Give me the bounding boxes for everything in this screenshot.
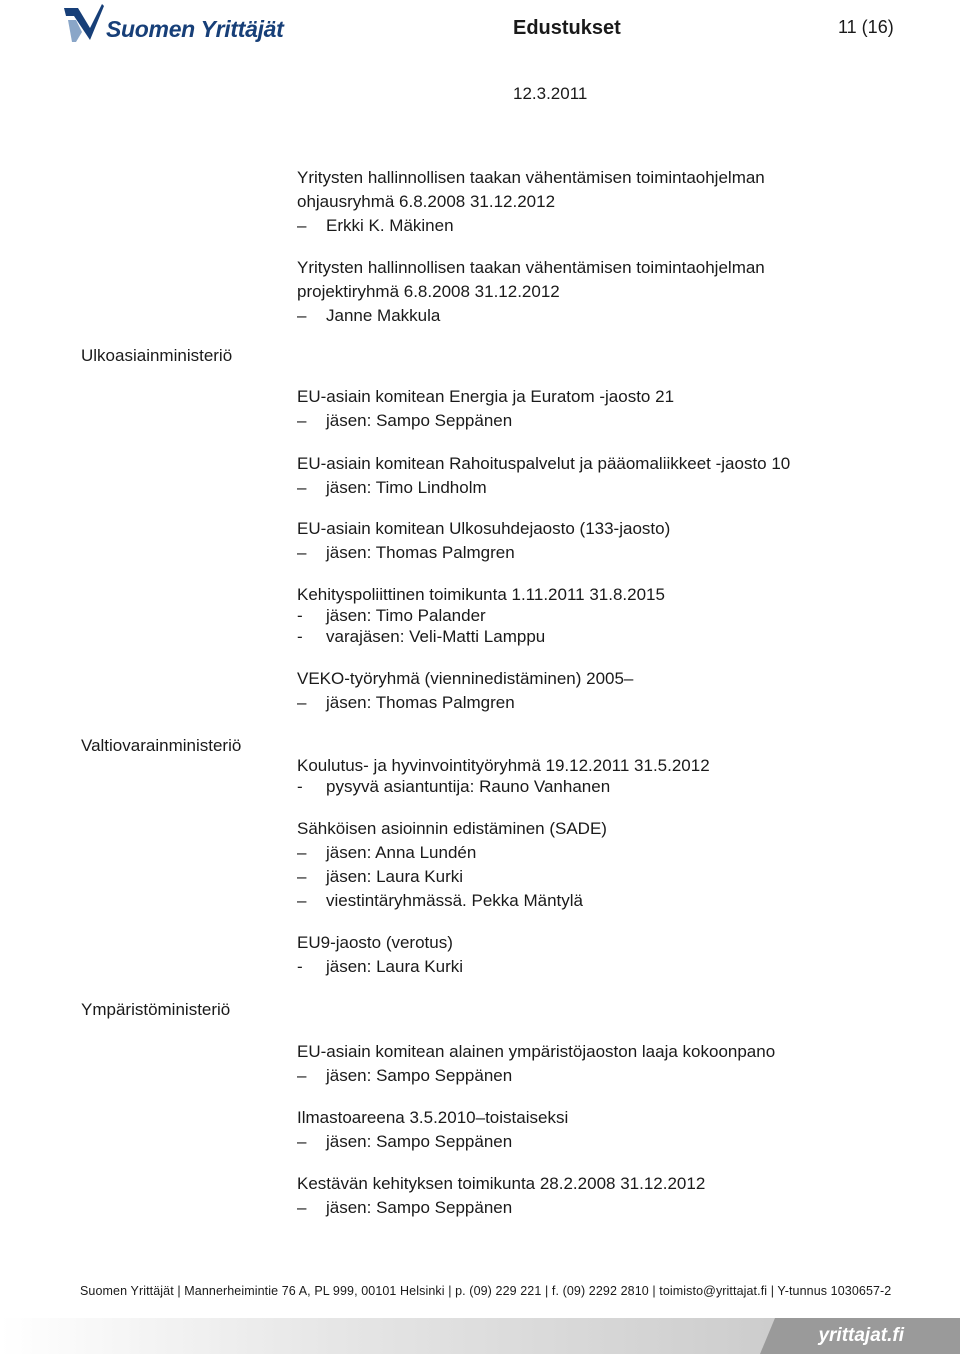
company-logo	[62, 2, 282, 44]
committee-entry	[297, 584, 917, 647]
entry-title: Kestävän kehityksen toimikunta 28.2.2008 31.12.2012	[297, 1174, 706, 1193]
bullet-marker: –	[297, 843, 307, 862]
committee-entry	[297, 166, 917, 238]
member-text: Erkki K. Mäkinen	[326, 216, 454, 235]
member-item	[297, 541, 917, 565]
entry-title: EU-asiain komitean Energia ja Euratom -jaosto 21	[297, 387, 675, 406]
bullet-marker: -	[297, 777, 303, 796]
entry-title: Yritysten hallinnollisen taakan vähentämisen toimintaohjelman	[297, 168, 765, 187]
logo-mark-icon	[62, 2, 106, 44]
member-item	[297, 865, 917, 889]
member-item	[297, 841, 917, 865]
committee-entry	[297, 931, 917, 979]
bullet-marker: -	[297, 606, 303, 625]
committee-entry	[297, 1172, 917, 1220]
member-text: viestintäryhmässä. Pekka Mäntylä	[326, 891, 583, 910]
entry-title: EU-asiain komitean Rahoituspalvelut ja pääomaliikkeet -jaosto 10	[297, 454, 791, 473]
member-text: jäsen: Anna Lundén	[326, 843, 477, 862]
member-text: jäsen: Timo Palander	[326, 606, 486, 625]
brand-bar-shape	[0, 1318, 960, 1354]
member-item	[297, 476, 917, 500]
committee-entry	[297, 817, 917, 913]
member-text: jäsen: Sampo Seppänen	[326, 411, 513, 430]
member-text: jäsen: Laura Kurki	[326, 957, 464, 976]
ministry-label: Ulkoasiainministeriö	[81, 346, 233, 365]
entry-title: EU9-jaosto (verotus)	[297, 933, 453, 952]
document-date: 12.3.2011	[513, 84, 588, 103]
member-item	[297, 776, 917, 797]
bullet-marker: –	[297, 1066, 307, 1085]
bullet-marker: –	[297, 543, 307, 562]
committee-entry	[297, 667, 917, 715]
member-item	[297, 214, 917, 238]
member-text: jäsen: Thomas Palmgren	[326, 693, 515, 712]
bullet-marker: –	[297, 891, 307, 910]
member-item	[297, 1196, 917, 1220]
member-text: jäsen: Sampo Seppänen	[326, 1066, 513, 1085]
committee-entry	[297, 755, 917, 797]
committee-entry	[297, 1040, 917, 1088]
document-title: Edustukset	[513, 17, 621, 39]
footer-brand-text: yrittajat.fi	[818, 1325, 904, 1346]
entry-title: Ilmastoareena 3.5.2010–toistaiseksi	[297, 1108, 569, 1127]
member-item	[297, 889, 917, 913]
committee-entry	[297, 1106, 917, 1154]
member-item	[297, 1130, 917, 1154]
page-number: 11 (16)	[838, 17, 894, 37]
member-item	[297, 626, 917, 647]
entry-title: Koulutus- ja hyvinvointityöryhmä 19.12.2011 31.5.2012	[297, 756, 710, 775]
entry-title: VEKO-työryhmä (vienninedistäminen) 2005–	[297, 669, 634, 688]
footer-contact: Suomen Yrittäjät | Mannerheimintie 76 A, PL 999, 00101 Helsinki | p. (09) 229 221 | f. (09) 2292 2810 | toimisto@yrittajat.fi | Y-tunnus 1030657-2	[80, 1284, 892, 1298]
entry-title: EU-asiain komitean alainen ympäristöjaoston laaja kokoonpano	[297, 1042, 776, 1061]
member-item	[297, 955, 917, 979]
bullet-marker: –	[297, 216, 307, 235]
member-text: Janne Makkula	[326, 306, 441, 325]
bullet-marker: –	[297, 478, 307, 497]
bullet-marker: -	[297, 627, 303, 646]
footer-brand-bar	[0, 1318, 960, 1354]
bullet-marker: –	[297, 1198, 307, 1217]
bullet-marker: –	[297, 867, 307, 886]
ministry-label: Valtiovarainministeriö	[81, 736, 242, 755]
member-item	[297, 605, 917, 626]
member-item	[297, 304, 917, 328]
member-text: jäsen: Laura Kurki	[326, 867, 464, 886]
member-text: pysyvä asiantuntija: Rauno Vanhanen	[326, 777, 611, 796]
bullet-marker: –	[297, 1132, 307, 1151]
member-item	[297, 691, 917, 715]
member-item	[297, 409, 917, 433]
committee-entry	[297, 517, 917, 565]
bullet-marker: -	[297, 957, 303, 976]
committee-entry	[297, 452, 917, 500]
member-text: jäsen: Timo Lindholm	[326, 478, 487, 497]
member-item	[297, 1064, 917, 1088]
entry-title: Kehityspoliittinen toimikunta 1.11.2011 31.8.2015	[297, 585, 665, 604]
ministry-label: Ympäristöministeriö	[81, 1000, 231, 1019]
entry-title: Yritysten hallinnollisen taakan vähentämisen toimintaohjelman	[297, 258, 765, 277]
bullet-marker: –	[297, 306, 307, 325]
bullet-marker: –	[297, 411, 307, 430]
committee-entry	[297, 385, 917, 433]
entry-title: ohjausryhmä 6.8.2008 31.12.2012	[297, 192, 556, 211]
committee-entry	[297, 256, 917, 328]
entry-title: EU-asiain komitean Ulkosuhdejaosto (133-jaosto)	[297, 519, 671, 538]
member-text: jäsen: Thomas Palmgren	[326, 543, 515, 562]
logo-text: Suomen Yrittäjät	[106, 16, 284, 42]
entry-title: Sähköisen asioinnin edistäminen (SADE)	[297, 819, 607, 838]
bullet-marker: –	[297, 693, 307, 712]
member-text: jäsen: Sampo Seppänen	[326, 1132, 513, 1151]
entry-title: projektiryhmä 6.8.2008 31.12.2012	[297, 282, 560, 301]
member-text: jäsen: Sampo Seppänen	[326, 1198, 513, 1217]
member-text: varajäsen: Veli-Matti Lamppu	[326, 627, 546, 646]
